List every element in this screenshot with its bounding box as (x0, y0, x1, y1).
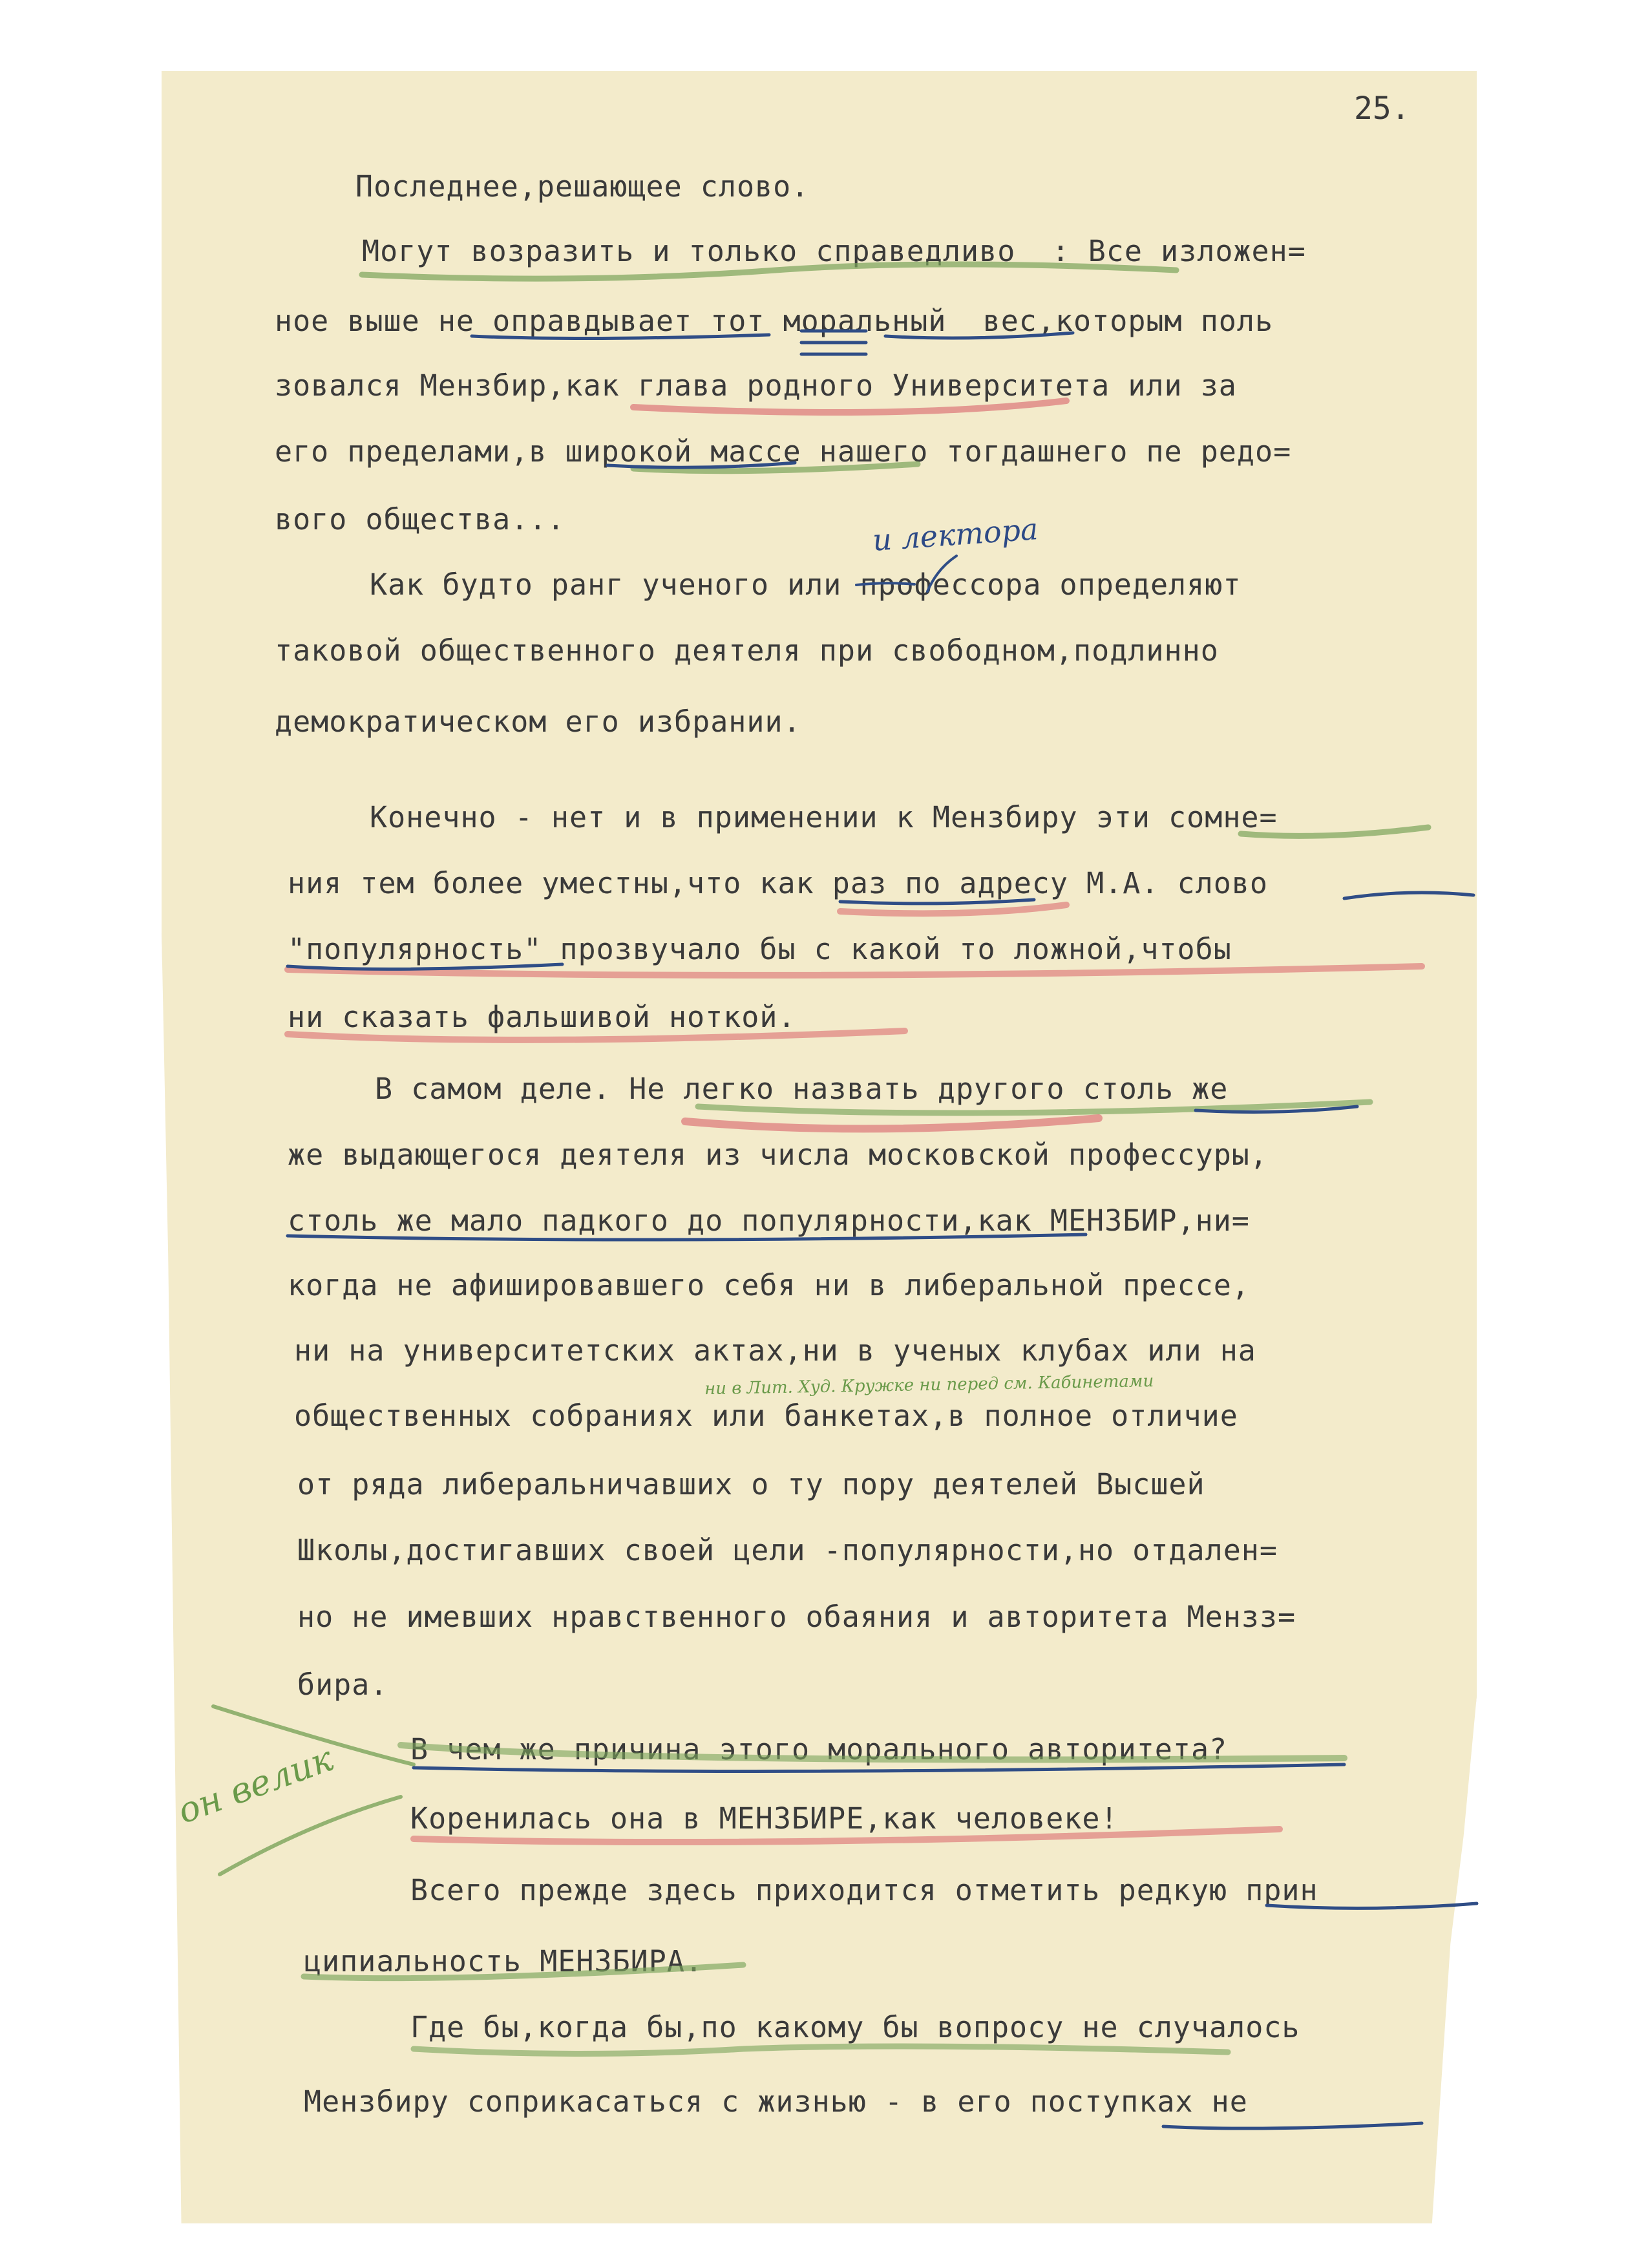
text-line-23: бира. (297, 1668, 388, 1702)
text-line-21: Школы,достигавших своей цели -популярности,но отдален= (297, 1533, 1278, 1567)
text-line-1: Последнее,решающее слово. (355, 169, 810, 204)
text-line-27: ципиальность МЕНЗБИРА. (304, 1944, 704, 1978)
text-line-8: таковой общественного деятеля при свободном,подлинно (275, 633, 1219, 668)
text-line-17: когда не афишировавшего себя ни в либеральной прессе, (288, 1268, 1250, 1302)
text-line-14: В самом деле. Не легко назвать другого столь же (375, 1072, 1229, 1106)
text-line-4: зовался Мензбир,как глава родного Университета или за (275, 368, 1237, 403)
handwritten-line-note: ни в Лит. Худ. Кружке ни перед см. Кабинетами (704, 1371, 1154, 1399)
text-line-24: В чем же причина этого морального авторитета? (410, 1732, 1228, 1766)
text-line-20: от ряда либеральничавших о ту пору деятелей Высшей (297, 1467, 1205, 1501)
text-line-2: Могут возразить и только справедливо : Все изложен= (362, 234, 1306, 268)
text-line-6: вого общества... (275, 502, 565, 536)
text-line-28: Где бы,когда бы,по какому бы вопросу не случалось (410, 2010, 1300, 2044)
text-line-10: Конечно - нет и в применении к Мензбиру эти сомне= (370, 800, 1278, 834)
page-number: 25. (1354, 90, 1410, 127)
text-line-22: но не имевших нравственного обаяния и авторитета Мензз= (297, 1600, 1296, 1634)
text-line-12: "популярность" прозвучало бы с какой то ложной,чтобы (288, 932, 1232, 966)
text-line-15: же выдающегося деятеля из числа московской профессуры, (288, 1138, 1268, 1172)
margin-note: он велик (172, 1738, 339, 1832)
text-line-26: Всего прежде здесь приходится отметить редкую прин (410, 1873, 1318, 1907)
text-line-11: ния тем более уместны,что как раз по адресу М.А. слово (288, 866, 1268, 900)
text-line-5: его пределами,в широкой массе нашего тогдашнего пе редо= (275, 434, 1292, 469)
text-line-19: общественных собраниях или банкетах,в полное отличие (294, 1399, 1238, 1433)
handwritten-insert: и лектора (871, 511, 1039, 558)
text-line-16: столь же мало падкого до популярности,как МЕНЗБИР,ни= (288, 1203, 1250, 1238)
text-line-7: Как будто ранг ученого или профессора определяют (370, 567, 1241, 602)
text-line-29: Мензбиру соприкасаться с жизнью - в его поступках не (304, 2084, 1248, 2119)
text-line-25: Коренилась она в МЕНЗБИРЕ,как человеке! (410, 1801, 1119, 1836)
text-line-9: демократическом его избрании. (275, 705, 801, 739)
text-line-18: ни на университетских актах,ни в ученых клубах или на (294, 1333, 1256, 1368)
text-line-13: ни сказать фальшивой ноткой. (288, 1000, 796, 1034)
text-line-3: ное выше не оправдывает тот моральный вес,которым поль (275, 304, 1274, 338)
